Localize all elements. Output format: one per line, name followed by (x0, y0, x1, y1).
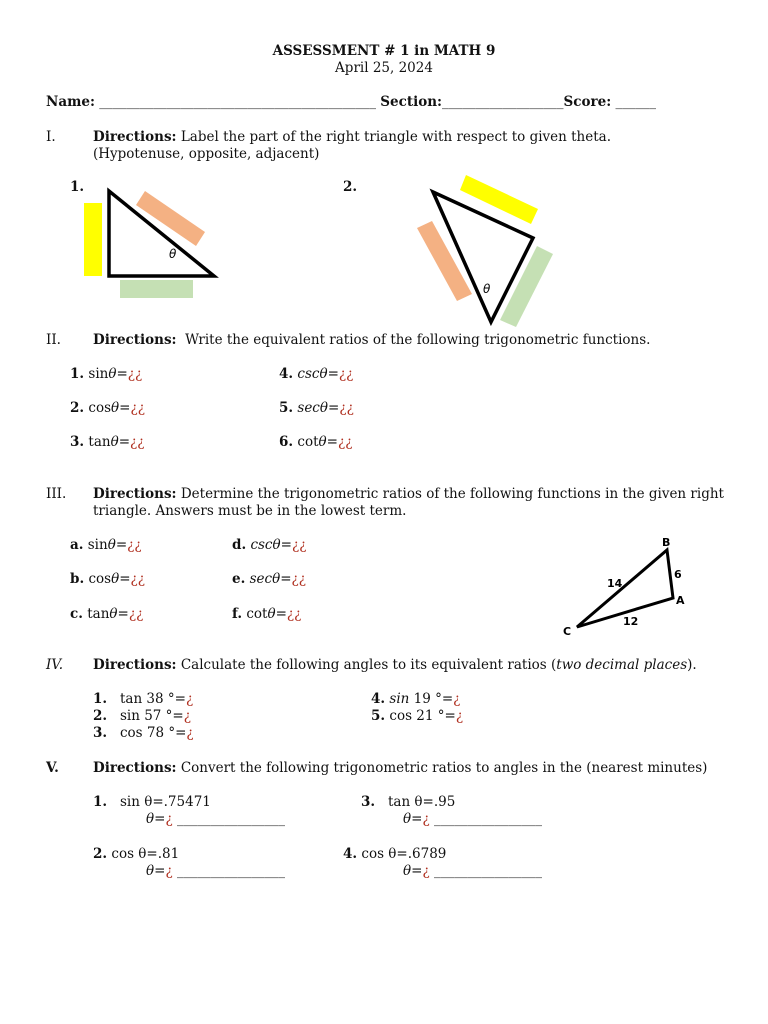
answer-mark[interactable]: ¿¿ (338, 366, 354, 382)
answer-mark[interactable]: ¿¿ (128, 606, 144, 622)
part5-directions-text: Convert the following trigonometric ratios to angles in the (nearest minutes) (180, 760, 708, 776)
answer-mark[interactable]: ¿ (185, 691, 194, 707)
score-label: Score: (563, 94, 612, 110)
part2-numeral: II. (46, 332, 61, 348)
answer-mark[interactable]: ¿¿ (130, 400, 145, 416)
fig1-theta-label: θ (169, 247, 177, 261)
part5-item: 4. cos θ=.6789 (343, 846, 447, 862)
side-ca-label: 12 (623, 615, 639, 628)
vertex-a-label: A (676, 594, 685, 607)
part5-item: 1. sin θ=.75471 (93, 794, 211, 810)
answer-mark[interactable]: ¿¿ (130, 434, 145, 450)
part4-item: 4. sin 19 °=¿ (371, 691, 461, 707)
score-field[interactable]: ______ (615, 94, 656, 110)
part2-item: 1. sinθ=¿¿ (70, 366, 143, 382)
answer-mark[interactable]: ¿¿ (130, 571, 145, 587)
part5-directions (93, 760, 707, 776)
part2-directions-text: Write the equivalent ratios of the following trigonometric functions. (185, 332, 651, 348)
part5-directions-label: Directions: (93, 760, 177, 776)
part3-item: c. tanθ=¿¿ (70, 606, 144, 622)
part1-directions-text: Label the part of the right triangle with respect to given theta. (180, 129, 612, 145)
part4-item: 2. sin 57 °=¿ (93, 708, 191, 724)
part3-item: f. cotθ=¿¿ (232, 606, 302, 622)
part5-numeral: V. (46, 760, 59, 776)
part4-item: 1. tan 38 °=¿ (93, 691, 194, 707)
part2-item: 5. secθ=¿¿ (279, 400, 354, 416)
part1-figure1-number: 1. (70, 179, 85, 195)
answer-mark[interactable]: ¿ (453, 691, 461, 707)
fig1-green-label-box[interactable] (120, 280, 193, 298)
page-title: ASSESSMENT # 1 in MATH 9 (272, 43, 496, 59)
answer-mark[interactable]: ¿ (165, 863, 173, 879)
fig1-orange-label-box[interactable] (136, 191, 205, 246)
answer-mark[interactable]: ¿¿ (339, 400, 354, 416)
part3-directions-cont: triangle. Answers must be in the lowest term. (93, 503, 407, 519)
answer-mark[interactable]: ¿¿ (291, 537, 307, 553)
fig2-theta-label: θ (483, 282, 491, 296)
part4-item: 3. cos 78 °=¿ (93, 725, 194, 741)
part3-item: d. cscθ=¿¿ (232, 537, 307, 553)
answer-mark[interactable]: ¿ (422, 811, 430, 827)
part3-numeral: III. (46, 486, 67, 502)
part5-answer-line: θ=¿ ________________ (146, 811, 285, 827)
answer-mark[interactable]: ¿ (455, 708, 464, 724)
answer-mark[interactable]: ¿ (165, 811, 173, 827)
assessment-date: April 25, 2024 (335, 60, 433, 76)
answer-blank[interactable]: ________________ (177, 811, 285, 827)
part3-directions (93, 486, 724, 502)
fig2-yellow-label-box[interactable] (460, 175, 538, 224)
answer-mark[interactable]: ¿¿ (127, 366, 143, 382)
part5-item: 3. tan θ=.95 (361, 794, 456, 810)
side-cb-label: 14 (607, 577, 623, 590)
section-field[interactable]: __________________ (442, 94, 564, 110)
part4-directions-text: Calculate the following angles to its equivalent ratios ( (180, 657, 557, 673)
part5-answer-line: θ=¿ ________________ (403, 863, 542, 879)
part2-item: 3. tanθ=¿¿ (70, 434, 145, 450)
part1-numeral: I. (46, 129, 56, 145)
answer-blank[interactable]: ________________ (434, 863, 542, 879)
part2-item: 2. cosθ=¿¿ (70, 400, 145, 416)
part2-item: 4. cscθ=¿¿ (279, 366, 354, 382)
vertex-b-label: B (662, 536, 671, 549)
part1-figure2-number: 2. (343, 179, 358, 195)
section-label: Section: (380, 94, 443, 110)
part3-item: e. secθ=¿¿ (232, 571, 307, 587)
part5-item: 2. cos θ=.81 (93, 846, 180, 862)
part3-directions-text: Determine the trigonometric ratios of the following functions in the given right (180, 486, 724, 502)
answer-mark[interactable]: ¿¿ (286, 606, 302, 622)
part3-triangle-figure (560, 530, 700, 640)
part1-directions-label: Directions: (93, 129, 177, 145)
part3-item: b. cosθ=¿¿ (70, 571, 145, 587)
part4-directions-italic: two decimal places (556, 657, 688, 673)
part3-item: a. sinθ=¿¿ (70, 537, 142, 553)
part1-hint: (Hypotenuse, opposite, adjacent) (93, 146, 320, 162)
part4-directions: Directions: Calculate the following angles to its equivalent ratios (two decimal places). (93, 657, 697, 673)
answer-mark[interactable]: ¿¿ (337, 434, 353, 450)
vertex-c-label: C (563, 625, 572, 638)
side-ba-label: 6 (674, 568, 682, 581)
part2-directions-label: Directions: (93, 332, 177, 348)
answer-mark[interactable]: ¿ (186, 725, 194, 741)
part1-triangle-figures (0, 0, 768, 340)
part4-directions-label: Directions: (93, 657, 177, 673)
part5-answer-line: θ=¿ ________________ (403, 811, 542, 827)
part3-directions-label: Directions: (93, 486, 177, 502)
answer-blank[interactable]: ________________ (434, 811, 542, 827)
answer-mark[interactable]: ¿¿ (127, 537, 142, 553)
answer-mark[interactable]: ¿¿ (291, 571, 307, 587)
part4-numeral: IV. (46, 657, 64, 673)
name-label: Name: (46, 94, 95, 110)
answer-mark[interactable]: ¿ (183, 708, 191, 724)
part2-item: 6. cotθ=¿¿ (279, 434, 353, 450)
fig1-yellow-label-box[interactable] (84, 203, 102, 276)
part4-item: 5. cos 21 °=¿ (371, 708, 464, 724)
part2-directions (93, 332, 650, 348)
answer-mark[interactable]: ¿ (422, 863, 430, 879)
part5-answer-line: θ=¿ ________________ (146, 863, 285, 879)
answer-blank[interactable]: ________________ (177, 863, 285, 879)
name-field[interactable]: _________________________________________ (99, 94, 376, 110)
